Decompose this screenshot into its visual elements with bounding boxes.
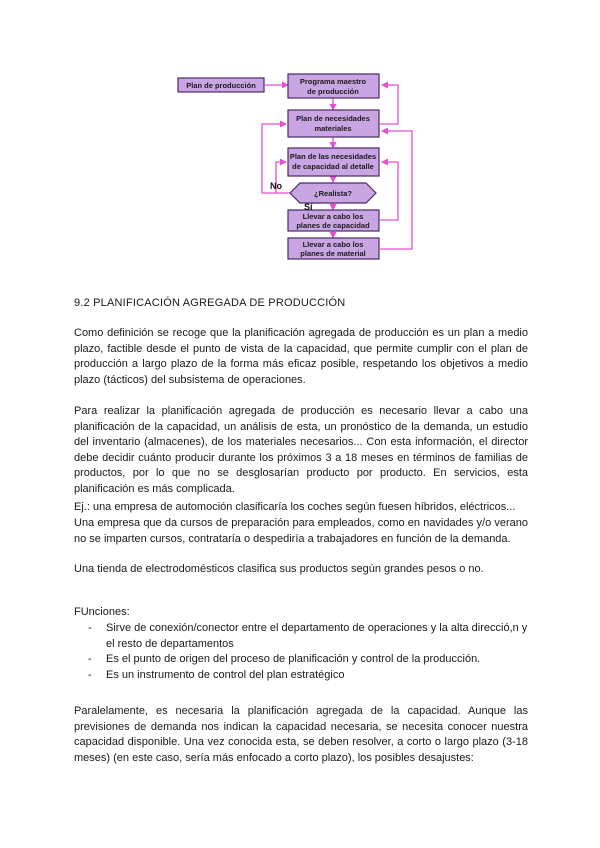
funciones-title: FUnciones:: [74, 606, 130, 618]
feedback-capacidad-loop: [380, 162, 398, 220]
bullet-dash: -: [88, 653, 92, 666]
bullet-dash: -: [88, 668, 92, 681]
production-planning-flowchart: [0, 0, 600, 270]
node-programa-line1: Programa maestro: [299, 77, 367, 86]
node-necesidades-line2: materiales: [314, 124, 352, 133]
feedback-necesidades-programa: [380, 85, 398, 124]
funciones-item: [88, 652, 528, 668]
funciones-item: [88, 668, 528, 684]
funciones-list: [88, 621, 528, 683]
bullet-dash: -: [88, 622, 92, 634]
node-plan-produccion: [178, 78, 264, 92]
label-no: No: [270, 181, 282, 191]
node-planes-material-line1: Llevar a cabo los: [302, 240, 364, 249]
funciones-item-text: Sirve de conexión/conector entre el departamento de operaciones y la alta direcció,n y el resto de departamentos: [106, 622, 528, 650]
node-plan-capacidad: [288, 148, 379, 176]
section-heading: 9.2 PLANIFICACIÓN AGREGADA DE PRODUCCIÓN: [74, 297, 346, 309]
funciones-item-text: Es un instrumento de control del plan estratégico: [106, 668, 345, 681]
funciones-item-text: Es el punto de origen del proceso de planificación y control de la producción.: [106, 653, 481, 666]
example-tienda: Una tienda de electrodomésticos clasifica sus productos según grandes pesos o no.: [74, 563, 484, 575]
node-realista-text: ¿Realista?: [314, 189, 352, 198]
example-cursos: Una empresa que da cursos de preparación para empleados, como en navidades y/o verano no se imparten cursos, contrataría o despediría a trabajadores en función de la demanda.: [74, 517, 528, 545]
node-plan-produccion-text: Plan de producción: [186, 81, 256, 90]
node-planes-capacidad-line1: Llevar a cabo los: [302, 212, 364, 221]
node-programa-line2: de producción: [307, 87, 359, 96]
paragraph-definicion: Como definición se recoge que la planificación agregada de producción es un plan a medio plazo, factible desde el punto de vista de la capacidad, que permite cumplir con el plan de producción a largo plazo de la forma más eficaz posible, respetando los objetivos a medio plazo (tácticos) del subsistema de operaciones.: [74, 327, 528, 386]
label-si: Sí: [304, 202, 313, 212]
node-planes-capacidad-line2: planes de capacidad: [296, 221, 370, 230]
paragraph-capacidad: Paralelamente, es necesaria la planificación agregada de la capacidad. Aunque las previsiones de demanda nos indican la capacidad necesaria, se necesita conocer nuestra capacidad disponible. Una vez conocida esta, se deben resolver, a corto o largo plazo (3-18 meses) (en este caso, sería más enfocado a corto plazo), los posibles desajustes:: [74, 705, 528, 764]
example-automocion: Ej.: una empresa de automoción clasificaría los coches según fuesen híbridos, eléctricos...: [74, 501, 516, 513]
node-realista: [290, 183, 376, 203]
node-necesidades-line1: Plan de necesidades: [296, 114, 370, 123]
node-capacidad-line1: Plan de las necesidades: [289, 152, 377, 161]
node-plan-necesidades: [288, 110, 379, 137]
paragraph-requisitos: Para realizar la planificación agregada de producción es necesario llevar a cabo una planificación de la capacidad, un análisis de esta, un pronóstico de la demanda, un estudio del inventario (almacenes), de los materiales necesarios... Con esta información, el director debe decidir cuánto producir durante los próximos 3 a 18 meses en términos de familias de productos, por lo que no se desglosarían producto por producto. En servicios, esta planificación es más complicada.: [74, 405, 528, 495]
funciones-item: [88, 621, 528, 652]
node-planes-material-line2: planes de material: [300, 249, 366, 258]
node-planes-material: [288, 238, 379, 259]
node-planes-capacidad: [288, 210, 379, 231]
node-programa-maestro: [288, 74, 379, 98]
node-capacidad-line2: de capacidad al detalle: [292, 162, 374, 171]
feedback-material-loop: [380, 131, 412, 249]
